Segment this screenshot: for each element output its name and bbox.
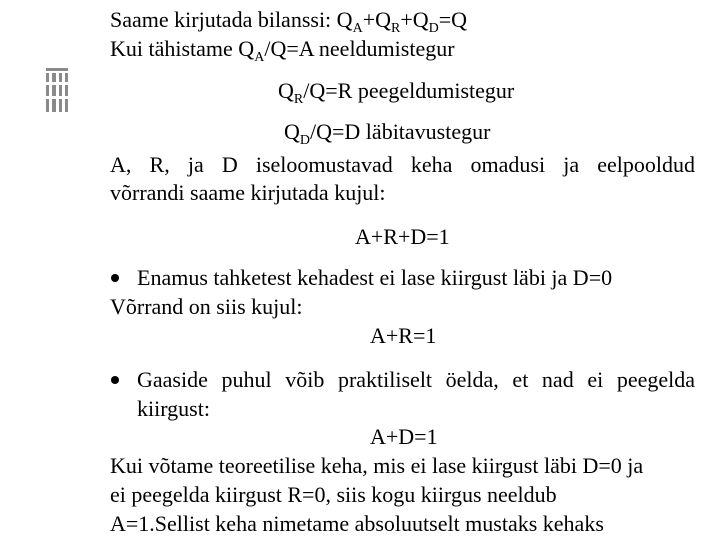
equation: A+R=1 (370, 323, 437, 348)
paragraph-line: Võrrand on siis kujul: (110, 294, 303, 319)
subscript: D (428, 21, 439, 36)
paragraph-line: Kui võtame teoreetilise keha, mis ei lase kiirgust läbi D=0 ja (110, 453, 644, 478)
paragraph-line: A=1.Sellist keha nimetame absoluutselt mustaks kehaks (110, 511, 604, 536)
balance-text: +Q (400, 7, 429, 32)
subscript: D (299, 133, 311, 148)
definition-text: Q (278, 78, 294, 103)
balance-text: Saame kirjutada bilanssi: Q (110, 7, 353, 32)
definition-text: Kui tähistame Q (110, 36, 255, 61)
subscript: R (293, 92, 304, 107)
paragraph-line: võrrandi saame kirjutada kujul: (110, 180, 386, 205)
bullet-text: Gaaside puhul võib praktiliselt öelda, et nad ei peegelda (137, 367, 695, 392)
transmission-def-line (284, 119, 491, 148)
absorption-def-line (110, 36, 455, 65)
subscript: R (390, 21, 401, 36)
subscript: A (352, 21, 363, 36)
slide-logo (46, 68, 68, 112)
definition-text: /Q=R peegeldumistegur (303, 78, 515, 103)
bullet-icon (111, 274, 119, 282)
equation: A+D=1 (370, 424, 438, 449)
bullet-text: kiirgust: (137, 396, 210, 421)
definition-text: /Q=A neeldumistegur (264, 36, 455, 61)
bullet-icon (111, 376, 119, 384)
definition-text: /Q=D läbitavustegur (310, 119, 491, 144)
bullet-text: Enamus tahketest kehadest ei lase kiirgust läbi ja D=0 (137, 265, 613, 290)
balance-line (110, 7, 468, 36)
equation: A+R+D=1 (355, 224, 450, 249)
reflection-def-line (278, 78, 515, 107)
definition-text: Q (284, 119, 300, 144)
balance-text: +Q (362, 7, 391, 32)
paragraph-line: A, R, ja D iseloomustavad keha omadusi ja eelpooldud (110, 152, 695, 177)
paragraph-line: ei peegelda kiirgust R=0, siis kogu kiirgus neeldub (110, 482, 557, 507)
subscript: A (254, 50, 265, 65)
balance-text: =Q (438, 7, 468, 32)
